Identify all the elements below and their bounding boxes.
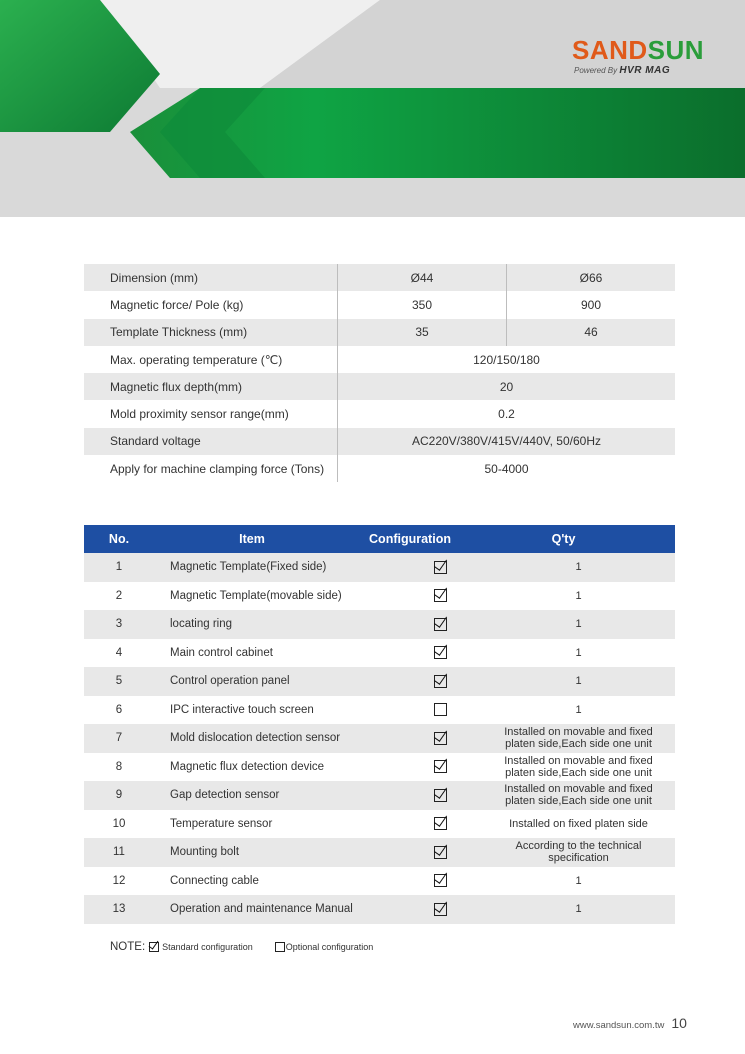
configuration-row (84, 838, 675, 867)
spec-row (84, 264, 675, 291)
row-qty: Installed on fixed platen side (509, 817, 648, 830)
page-footer (573, 1015, 687, 1031)
configuration-row (84, 696, 675, 725)
note-prefix: NOTE: (110, 941, 146, 953)
configuration-row (84, 724, 675, 753)
spec-value: Ø66 (506, 264, 675, 291)
row-configuration (384, 760, 496, 773)
row-qty: 1 (575, 589, 582, 602)
header-configuration: Configuration (369, 532, 451, 546)
header-qty: Q'ty (551, 532, 576, 546)
logo-part1: SAND (572, 35, 648, 65)
row-item: IPC interactive touch screen (170, 703, 314, 716)
row-item: Magnetic flux detection device (170, 760, 325, 773)
spec-row (84, 346, 675, 373)
checked-box-icon (434, 646, 447, 659)
row-configuration (384, 675, 496, 688)
spec-table (84, 264, 675, 482)
row-qty: 1 (575, 618, 582, 631)
configuration-row (84, 781, 675, 810)
spec-value: 120/150/180 (337, 346, 675, 373)
logo-tagline (572, 65, 682, 76)
row-number: 6 (115, 703, 123, 716)
row-qty: 1 (575, 675, 582, 688)
row-configuration (384, 903, 496, 916)
configuration-row (84, 582, 675, 611)
checked-box-icon (149, 942, 159, 952)
row-number: 5 (115, 675, 123, 688)
configuration-row (84, 810, 675, 839)
configuration-row (84, 639, 675, 668)
row-configuration (384, 817, 496, 830)
row-number: 9 (115, 789, 123, 802)
sandsun-logo (572, 35, 705, 80)
logo-part2: SUN (647, 35, 705, 65)
row-qty: 1 (575, 874, 582, 887)
spec-value: 20 (337, 373, 675, 400)
checked-box-icon (434, 903, 447, 916)
configuration-row (84, 667, 675, 696)
row-item: Connecting cable (170, 874, 259, 887)
checked-box-icon (434, 789, 447, 802)
spec-row (84, 400, 675, 427)
row-number: 4 (115, 646, 123, 659)
spec-value: AC220V/380V/415V/440V, 50/60Hz (337, 428, 675, 455)
row-qty: Installed on movable and fixed platen side,Each side one unit (504, 726, 653, 751)
spec-label: Dimension (mm) (110, 270, 199, 285)
spec-row (84, 428, 675, 455)
row-configuration (384, 732, 496, 745)
row-item: Control operation panel (170, 675, 290, 688)
row-configuration (384, 618, 496, 631)
spec-label: Standard voltage (110, 434, 201, 449)
row-item: Mounting bolt (170, 846, 240, 859)
spec-value: Ø44 (337, 264, 506, 291)
spec-value: 0.2 (337, 400, 675, 427)
checked-box-icon (434, 589, 447, 602)
header-banner (0, 0, 745, 217)
checked-box-icon (434, 732, 447, 745)
row-number: 10 (112, 817, 126, 830)
row-configuration (384, 703, 496, 716)
checked-box-icon (434, 817, 447, 830)
spec-label: Magnetic flux depth(mm) (110, 379, 243, 394)
checked-box-icon (434, 618, 447, 631)
spec-value: 350 (337, 291, 506, 318)
row-configuration (384, 646, 496, 659)
spec-label: Apply for machine clamping force (Tons) (110, 461, 325, 476)
row-qty: Installed on movable and fixed platen side,Each side one unit (504, 754, 653, 779)
configuration-table (84, 525, 675, 924)
row-number: 13 (112, 903, 126, 916)
row-configuration (384, 874, 496, 887)
note-standard: Standard configuration (162, 942, 253, 952)
spec-label: Template Thickness (mm) (110, 325, 248, 340)
row-configuration (384, 589, 496, 602)
tagline-brand: HVR MAG (619, 65, 671, 76)
configuration-row (84, 610, 675, 639)
row-number: 3 (115, 618, 123, 631)
row-item: Main control cabinet (170, 646, 273, 659)
row-qty: 1 (575, 646, 582, 659)
footer-website: www.sandsun.com.tw (573, 1020, 665, 1031)
spec-label: Magnetic force/ Pole (kg) (110, 297, 244, 312)
configuration-row (84, 895, 675, 924)
row-item: Mold dislocation detection sensor (170, 732, 341, 745)
legend-note (110, 941, 373, 953)
checked-box-icon (434, 846, 447, 859)
row-item: Temperature sensor (170, 817, 273, 830)
row-number: 8 (115, 760, 123, 773)
spec-value: 900 (506, 291, 675, 318)
note-optional: Optional configuration (285, 942, 374, 952)
row-number: 7 (115, 732, 123, 745)
spec-row (84, 319, 675, 346)
header-graphic (0, 0, 745, 217)
row-configuration (384, 561, 496, 574)
header-no: No. (108, 532, 130, 546)
empty-box-icon (434, 703, 447, 716)
checked-box-icon (434, 874, 447, 887)
spec-row (84, 373, 675, 400)
row-number: 1 (115, 561, 123, 574)
row-item: Operation and maintenance Manual (170, 903, 353, 916)
row-qty: 1 (575, 561, 582, 574)
checked-box-icon (434, 675, 447, 688)
row-item: Magnetic Template(movable side) (170, 589, 342, 602)
configuration-row (84, 867, 675, 896)
row-item: locating ring (170, 618, 233, 631)
configuration-row (84, 753, 675, 782)
spec-row (84, 455, 675, 482)
spec-value: 50-4000 (337, 455, 675, 482)
configuration-table-header (84, 525, 675, 553)
row-number: 2 (115, 589, 123, 602)
configuration-row (84, 553, 675, 582)
spec-row (84, 291, 675, 318)
row-qty: According to the technical specification (515, 840, 642, 865)
row-configuration (384, 789, 496, 802)
row-qty: 1 (575, 703, 582, 716)
checked-box-icon (434, 561, 447, 574)
row-item: Gap detection sensor (170, 789, 280, 802)
spec-value: 46 (506, 319, 675, 346)
row-configuration (384, 846, 496, 859)
row-number: 11 (113, 846, 125, 859)
row-qty: 1 (575, 903, 582, 916)
spec-label: Max. operating temperature (℃) (110, 352, 283, 367)
header-item: Item (239, 532, 265, 546)
tagline-text: Powered By (574, 66, 618, 75)
checked-box-icon (434, 760, 447, 773)
empty-box-icon (275, 942, 285, 952)
row-item: Magnetic Template(Fixed side) (170, 561, 327, 574)
row-qty: Installed on movable and fixed platen side,Each side one unit (504, 783, 653, 808)
spec-label: Mold proximity sensor range(mm) (110, 407, 289, 422)
page-number: 10 (671, 1015, 687, 1031)
spec-value: 35 (337, 319, 506, 346)
configuration-table-body (84, 553, 675, 924)
logo-wordmark (572, 35, 705, 65)
row-number: 12 (112, 874, 126, 887)
